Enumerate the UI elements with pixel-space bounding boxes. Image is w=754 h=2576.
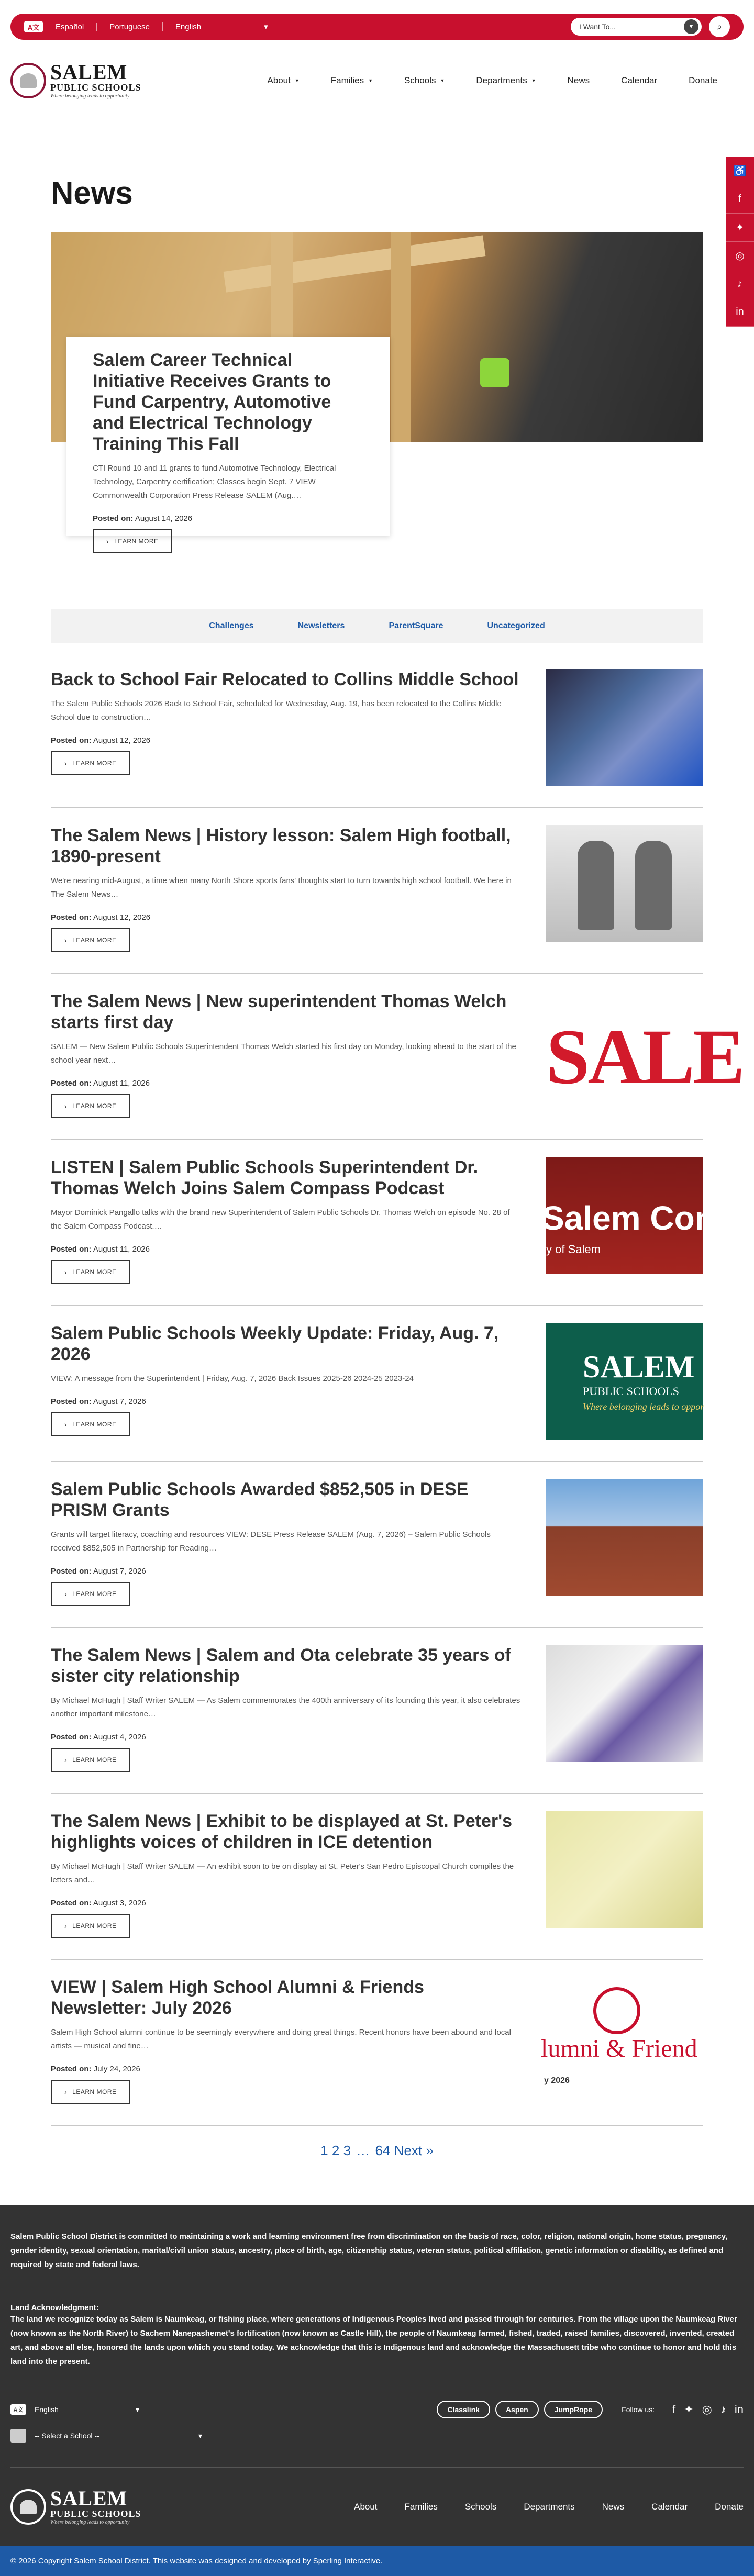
tiktok-icon[interactable]: ♪ bbox=[720, 2403, 726, 2416]
school-icon bbox=[10, 2429, 26, 2443]
featured-learn-more-button[interactable]: › LEARN MORE bbox=[93, 529, 172, 553]
jumprope-button[interactable]: JumpRope bbox=[544, 2401, 603, 2418]
main-nav bbox=[251, 75, 733, 86]
post-title[interactable]: VIEW | Salem High School Alumni & Friends Newsletter: July 2026 bbox=[51, 1977, 424, 2018]
post-item bbox=[51, 1157, 725, 1306]
nav-departments[interactable]: Departments ▼ bbox=[476, 75, 536, 85]
post-posted: Posted on: August 7, 2026 bbox=[51, 1567, 146, 1576]
post-date: August 12, 2026 bbox=[93, 736, 151, 745]
thumbnail-subtext: PUBLIC SCHOOLS bbox=[583, 1385, 679, 1398]
post-date: August 4, 2026 bbox=[93, 1733, 146, 1742]
learn-more-button[interactable]: › LEARN MORE bbox=[51, 1748, 130, 1772]
footer-bottom bbox=[10, 2467, 744, 2546]
learn-more-button[interactable]: › LEARN MORE bbox=[51, 1260, 130, 1284]
chevron-down-icon: ▼ bbox=[368, 77, 373, 83]
post-posted: Posted on: August 11, 2026 bbox=[51, 1079, 150, 1088]
footer-nav-about[interactable]: About bbox=[354, 2501, 378, 2512]
post-posted: Posted on: August 4, 2026 bbox=[51, 1733, 146, 1742]
copyright-bar: © 2026 Copyright Salem School District. This website was designed and developed by Sperling Interactive. bbox=[0, 2546, 754, 2576]
district-seal-icon bbox=[10, 63, 46, 98]
post-thumbnail[interactable] bbox=[546, 1645, 703, 1762]
post-thumbnail[interactable] bbox=[546, 669, 703, 786]
category-challenges[interactable]: Challenges bbox=[209, 621, 254, 630]
page-ellipsis: … bbox=[356, 2143, 370, 2158]
post-title[interactable]: LISTEN | Salem Public Schools Superintendent Dr. Thomas Welch Joins Salem Compass Podcast bbox=[51, 1157, 479, 1198]
featured-title[interactable]: Salem Career Technical Initiative Receives Grants to Fund Carpentry, Automotive and Electrical Technology Training This Fall bbox=[93, 350, 331, 454]
district-seal-icon bbox=[10, 2489, 46, 2525]
learn-more-button[interactable]: › LEARN MORE bbox=[51, 1094, 130, 1118]
footer-nav-calendar[interactable]: Calendar bbox=[651, 2501, 688, 2512]
chevron-right-icon: › bbox=[64, 1268, 68, 1276]
post-title[interactable]: Salem Public Schools Weekly Update: Friday, Aug. 7, 2026 bbox=[51, 1323, 499, 1364]
post-item bbox=[51, 1323, 703, 1462]
nav-families[interactable]: Families ▼ bbox=[330, 75, 373, 85]
aspen-button[interactable]: Aspen bbox=[495, 2401, 539, 2418]
accessibility-icon[interactable]: ♿ bbox=[726, 157, 754, 185]
post-item bbox=[51, 1811, 703, 1960]
footer-nav-departments[interactable]: Departments bbox=[524, 2501, 575, 2512]
chevron-right-icon: › bbox=[64, 936, 68, 944]
logo-circle-icon bbox=[593, 1987, 640, 2034]
chevron-right-icon: › bbox=[64, 1590, 68, 1598]
footer-nav-news[interactable]: News bbox=[602, 2501, 625, 2512]
post-date: August 11, 2026 bbox=[93, 1245, 150, 1254]
chevron-right-icon: › bbox=[64, 759, 68, 767]
post-list bbox=[51, 669, 743, 2126]
page-64[interactable]: 64 bbox=[375, 2143, 391, 2158]
post-date: August 11, 2026 bbox=[93, 1079, 150, 1088]
footer-nav-schools[interactable]: Schools bbox=[464, 2501, 497, 2512]
page-title: News bbox=[51, 175, 133, 210]
post-excerpt: The Salem Public Schools 2026 Back to School Fair, scheduled for Wednesday, Aug. 19, has been relocated to the Collins Middle School due to construction… bbox=[51, 699, 502, 722]
post-thumbnail[interactable] bbox=[542, 1157, 725, 1274]
chevron-down-icon: ▼ bbox=[440, 77, 445, 83]
post-title[interactable]: Salem Public Schools Awarded $852,505 in DESE PRISM Grants bbox=[51, 1479, 469, 1520]
learn-more-button[interactable]: › LEARN MORE bbox=[51, 1582, 130, 1606]
site-logo[interactable] bbox=[10, 62, 141, 99]
logo-line1: SALEM bbox=[50, 60, 128, 84]
utility-bar-wrap bbox=[0, 0, 754, 44]
post-posted: Posted on: August 11, 2026 bbox=[51, 1245, 150, 1254]
search-icon: ⌕ bbox=[716, 21, 723, 32]
land-acknowledgment-text: The land we recognize today as Salem is Naumkeag, or fishing place, where generations of Indigenous Peoples lived and passed through for centuries. From the village upon the Naumkeag River (now known as the North River) to Sachem Nanepashemet's fortification (now known as Castle Hill), the people of Naumkeag farmed, fished, traded, raised families, discovered, invented, created art, and above all else, honored the lands upon which you stand today. We acknowledge that this is Indigenous land and acknowledge the Massachusett tribe who continue to honor and hold this land into the present. bbox=[10, 2315, 737, 2366]
side-social-bar bbox=[726, 157, 754, 327]
post-thumbnail[interactable] bbox=[546, 991, 743, 1108]
chevron-down-icon: ▼ bbox=[531, 77, 536, 83]
category-uncategorized[interactable]: Uncategorized bbox=[487, 621, 545, 630]
i-want-to-dropdown[interactable] bbox=[571, 18, 702, 36]
chevron-right-icon: › bbox=[64, 1102, 68, 1110]
learn-more-button[interactable]: › LEARN MORE bbox=[51, 1914, 130, 1938]
post-thumbnail[interactable] bbox=[541, 1977, 703, 2094]
post-posted: Posted on: August 12, 2026 bbox=[51, 913, 151, 922]
post-posted: Posted on: August 12, 2026 bbox=[51, 736, 151, 745]
logo-line2: PUBLIC SCHOOLS bbox=[50, 82, 141, 93]
post-item bbox=[51, 991, 743, 1140]
page-1[interactable]: 1 bbox=[320, 2143, 328, 2158]
post-excerpt: Grants will target literacy, coaching and resources VIEW: DESE Press Release SALEM (Aug. 7, 2026) – Salem Public Schools received $852,505 in Partnership for Reading… bbox=[51, 1530, 491, 1553]
post-excerpt: By Michael McHugh | Staff Writer SALEM — As Salem commemorates the 400th anniversary of its founding this year, it also celebrates another important milestone… bbox=[51, 1696, 520, 1719]
post-thumbnail[interactable] bbox=[546, 1811, 703, 1928]
chevron-down-icon: ▼ bbox=[294, 77, 300, 83]
page-2[interactable]: 2 bbox=[331, 2143, 340, 2158]
post-posted: Posted on: August 7, 2026 bbox=[51, 1397, 146, 1406]
chevron-right-icon: › bbox=[64, 1756, 68, 1764]
post-title[interactable]: The Salem News | New superintendent Thomas Welch starts first day bbox=[51, 991, 507, 1032]
learn-more-button[interactable]: › LEARN MORE bbox=[51, 928, 130, 952]
utility-bar bbox=[10, 14, 744, 40]
post-excerpt: By Michael McHugh | Staff Writer SALEM — An exhibit soon to be on display at St. Peter's San Pedro Episcopal Church compiles the letters and… bbox=[51, 1862, 514, 1884]
chevron-down-icon: ▾ bbox=[198, 2431, 202, 2440]
post-date: August 3, 2026 bbox=[93, 1899, 146, 1908]
translate-icon: A文 bbox=[10, 2404, 26, 2415]
post-item bbox=[51, 1645, 703, 1794]
nav-schools[interactable]: Schools ▼ bbox=[404, 75, 445, 85]
footer-logo[interactable]: SALEM PUBLIC SCHOOLS Where belonging leads to opportunity bbox=[10, 2489, 141, 2525]
search-button[interactable] bbox=[709, 16, 730, 37]
chevron-right-icon: › bbox=[64, 1922, 68, 1930]
page-3[interactable]: 3 bbox=[343, 2143, 351, 2158]
nav-calendar[interactable]: Calendar bbox=[621, 75, 658, 85]
category-newsletters[interactable]: Newsletters bbox=[297, 621, 345, 630]
nav-donate[interactable]: Donate bbox=[689, 75, 717, 85]
chevron-right-icon: › bbox=[64, 2088, 68, 2096]
instagram-icon[interactable]: ◎ bbox=[726, 242, 754, 270]
post-date: August 12, 2026 bbox=[93, 913, 151, 922]
instagram-icon[interactable]: ◎ bbox=[702, 2403, 712, 2416]
facebook-icon[interactable]: f bbox=[726, 185, 754, 214]
featured-posted: Posted on: August 14, 2026 bbox=[93, 514, 193, 523]
chevron-right-icon: › bbox=[106, 537, 109, 545]
category-parentsquare[interactable]: ParentSquare bbox=[389, 621, 443, 630]
post-date: August 7, 2026 bbox=[93, 1567, 146, 1576]
thumbnail-tagline: Where belonging leads to oppor bbox=[583, 1401, 704, 1412]
post-title[interactable]: The Salem News | Exhibit to be displayed at St. Peter's highlights voices of children in ICE detention bbox=[51, 1811, 513, 1852]
post-item bbox=[51, 1977, 703, 2126]
footer-nav bbox=[354, 2502, 744, 2512]
logo-tagline: Where belonging leads to opportunity bbox=[50, 93, 130, 99]
featured-card bbox=[66, 337, 390, 545]
thumbnail-text: Salem Com bbox=[542, 1199, 725, 1237]
i-want-to-label: I Want To... bbox=[579, 23, 616, 31]
nondiscrimination-statement: Salem Public School District is committed to maintaining a work and learning environment free from discrimination on the basis of race, color, religion, national origin, home status, pregnancy, gender identity, sexual orientation, marital/civil union status, ancestry, place of birth, age, citizenship status, veteran status, political affiliation, genetic information or disability, as defined and required by state and federal laws. bbox=[10, 2232, 728, 2269]
featured-post bbox=[51, 232, 703, 599]
post-date: August 7, 2026 bbox=[93, 1397, 146, 1406]
post-thumbnail[interactable] bbox=[546, 1323, 703, 1440]
site-footer bbox=[0, 2205, 754, 2546]
twitter-icon[interactable]: ✦ bbox=[684, 2403, 694, 2416]
thumbnail-subtext: y of Salem bbox=[546, 1243, 601, 1256]
land-acknowledgment-heading: Land Acknowledgment: bbox=[10, 2303, 99, 2312]
thumbnail-subtext: y 2026 bbox=[544, 2076, 570, 2085]
post-item bbox=[51, 1479, 703, 1628]
post-title[interactable]: Back to School Fair Relocated to Collins Middle School bbox=[51, 670, 519, 689]
post-excerpt: Salem High School alumni continue to be seemingly everywhere and doing great things. Recent honors have been abound and local artists — musical and fine… bbox=[51, 2028, 511, 2050]
featured-excerpt: CTI Round 10 and 11 grants to fund Automotive Technology, Electrical Technology, Carpentry certification; Classes begin Sept. 7 VIEW Commonwealth Corporation Press Release SALEM (Aug.… bbox=[93, 464, 336, 500]
learn-more-button[interactable]: › LEARN MORE bbox=[51, 751, 130, 775]
pagination bbox=[51, 2143, 703, 2184]
footer-tools bbox=[10, 2400, 744, 2419]
language-select[interactable] bbox=[162, 22, 268, 31]
post-date: July 24, 2026 bbox=[93, 2065, 140, 2073]
learn-more-button[interactable]: › LEARN MORE bbox=[51, 1412, 130, 1436]
site-header bbox=[0, 44, 754, 117]
twitter-icon[interactable]: ✦ bbox=[726, 214, 754, 242]
tiktok-icon[interactable]: ♪ bbox=[726, 270, 754, 298]
next-page-link[interactable]: Next » bbox=[394, 2143, 434, 2158]
post-title[interactable]: The Salem News | History lesson: Salem High football, 1890-present bbox=[51, 826, 511, 866]
chevron-right-icon: › bbox=[64, 1420, 68, 1429]
thumbnail-text: SALEM bbox=[583, 1350, 695, 1384]
post-item bbox=[51, 825, 703, 974]
school-select[interactable]: -- Select a School -- ▾ bbox=[10, 2425, 744, 2446]
classlink-button[interactable]: Classlink bbox=[437, 2401, 490, 2418]
nav-about[interactable]: About ▼ bbox=[267, 75, 300, 85]
post-excerpt: SALEM — New Salem Public Schools Superintendent Thomas Welch started his first day on Monday, looking ahead to the start of the school year next… bbox=[51, 1042, 516, 1065]
language-select-value: English bbox=[175, 22, 202, 31]
linkedin-icon[interactable]: in bbox=[734, 2403, 744, 2416]
chevron-down-icon: ▾ bbox=[135, 2405, 139, 2414]
post-posted: Posted on: July 24, 2026 bbox=[51, 2065, 140, 2073]
post-posted: Posted on: August 3, 2026 bbox=[51, 1899, 146, 1908]
language-link-portuguese[interactable]: Portuguese bbox=[96, 23, 162, 31]
post-thumbnail[interactable] bbox=[546, 1479, 703, 1596]
post-excerpt: Mayor Dominick Pangallo talks with the brand new Superintendent of Salem Public Schools Dr. Thomas Welch on episode No. 28 of the Salem Compass Podcast.… bbox=[51, 1208, 510, 1231]
language-link-spanish[interactable]: Español bbox=[56, 22, 84, 31]
main-content bbox=[51, 175, 743, 2184]
thumbnail-text: SALE bbox=[546, 1013, 743, 1100]
thumbnail-text: lumni & Friend bbox=[541, 2035, 697, 2062]
footer-nav-families[interactable]: Families bbox=[404, 2501, 438, 2512]
translate-icon: A文 bbox=[24, 21, 43, 32]
facebook-icon[interactable]: f bbox=[672, 2403, 676, 2416]
category-bar bbox=[51, 609, 703, 643]
learn-more-button[interactable]: › LEARN MORE bbox=[51, 2080, 130, 2104]
chevron-down-icon: ▾ bbox=[264, 23, 268, 31]
post-excerpt: VIEW: A message from the Superintendent | Friday, Aug. 7, 2026 Back Issues 2025-26 2024-25 2023-24 bbox=[51, 1374, 414, 1383]
featured-date: August 14, 2026 bbox=[135, 514, 193, 523]
tape-measure-icon bbox=[480, 358, 509, 387]
post-excerpt: We're nearing mid-August, a time when many North Shore sports fans' thoughts start to turn towards high school football. We here in The Salem News… bbox=[51, 876, 512, 899]
chevron-down-icon: ▼ bbox=[684, 19, 698, 34]
footer-nav-donate[interactable]: Donate bbox=[715, 2501, 744, 2512]
follow-us-label: Follow us: bbox=[622, 2405, 655, 2414]
post-thumbnail[interactable] bbox=[546, 825, 703, 942]
nav-news[interactable]: News bbox=[567, 75, 590, 85]
post-item bbox=[51, 669, 703, 808]
footer-language-select[interactable]: A文 English ▾ bbox=[10, 2404, 139, 2415]
post-title[interactable]: The Salem News | Salem and Ota celebrate 35 years of sister city relationship bbox=[51, 1645, 511, 1686]
linkedin-icon[interactable]: in bbox=[726, 298, 754, 327]
